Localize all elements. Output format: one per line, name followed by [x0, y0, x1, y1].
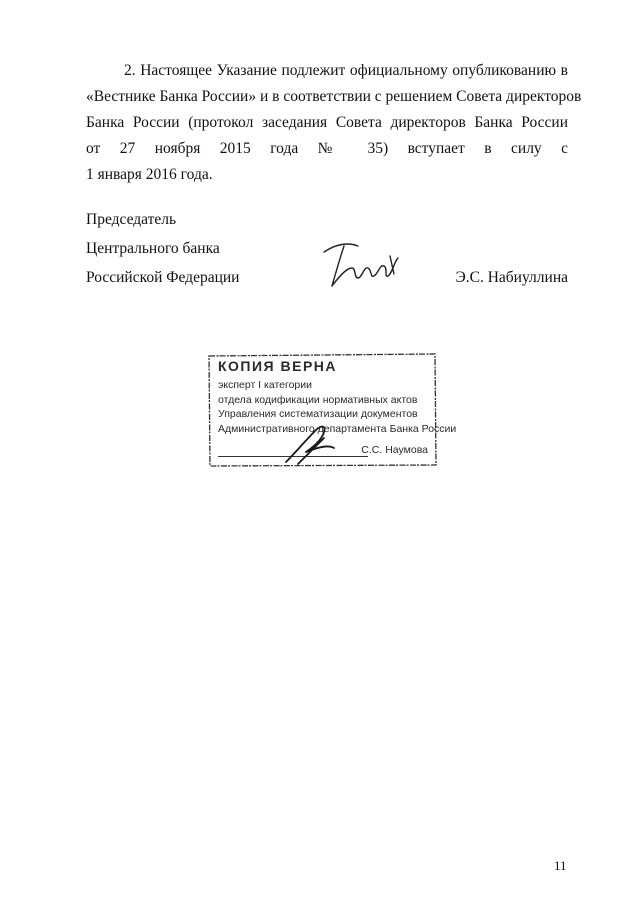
clause-2-paragraph [86, 58, 582, 188]
stamp-line: эксперт I категории [218, 379, 312, 391]
paragraph-line: 1 января 2016 года. [86, 166, 213, 183]
handwritten-signature-icon [318, 238, 402, 292]
stamp-signer-name: С.С. Наумова [361, 444, 428, 456]
stamp-title: КОПИЯ ВЕРНА [218, 358, 338, 374]
signer-title-line: Центрального банка [86, 240, 220, 257]
paragraph-line: от 27 ноября 2015 года № 35) вступает в силу с [86, 140, 568, 157]
stamp-line: Управления систематизации документов [218, 408, 418, 420]
paragraph-line: 2. Настоящее Указание подлежит официальному опубликованию в [124, 62, 568, 79]
paragraph-line: Банка России (протокол заседания Совета директоров Банка России [86, 114, 568, 131]
signer-title-line: Российской Федерации [86, 269, 240, 286]
stamp-signature-icon [276, 418, 346, 468]
copy-certified-stamp [206, 352, 457, 468]
stamp-line: Административного департамента Банка России [218, 422, 457, 435]
signer-title-line: Председатель [86, 211, 177, 228]
signer-name: Э.С. Набиуллина [455, 269, 568, 286]
paragraph-line: «Вестнике Банка России» и в соответствии с решением Совета директоров [86, 88, 582, 105]
page-number: 11 [554, 858, 567, 873]
stamp-line: отдела кодификации нормативных актов [218, 393, 418, 406]
